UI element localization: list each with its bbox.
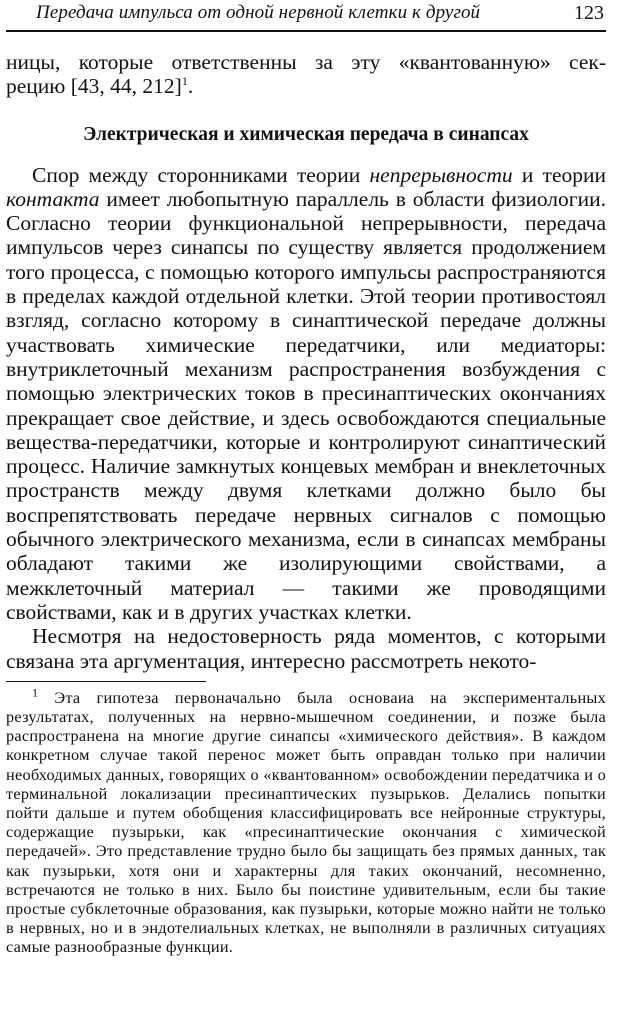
running-head: [6, 0, 606, 32]
running-head-title: Передача импульса от одной нервной клетки к другой: [36, 2, 481, 23]
paragraph-1-part-1: Спор между сторонниками теории: [32, 162, 370, 187]
footnote-divider: [6, 681, 206, 682]
footnote-mark: 1: [32, 685, 39, 700]
paragraph-1: [6, 163, 606, 625]
page-number: 123: [574, 2, 604, 24]
paragraph-1-part-2: и теории: [512, 162, 606, 187]
continuation-text: [6, 50, 606, 99]
footnote: [6, 685, 606, 957]
footnote-text: Эта гипотеза первоначально была основаиа на экспериментальных результатах, полученных на нервно-мышечном соединении, и позже была распространена на многие другие синапсы «химического действия». В каждом конкретном случае такой перенос может быть оправдан только при наличии необходимых данных, говорящих о «квантованном» освобождении передатчика и о терминальной локализации пресинаптических пузырьков. Делались попытки пойти дальше и путем обобщения классифицировать все нейронные структуры, содержащие пузырьки, как «пресинаптические окончания с химической передачей». Это представление трудно было бы защищать без прямых данных, так как пузырьки, хотя они и характерны для таких окончаний, несомненно, встречаются не только в них. Было бы поистине удивительным, если бы такие простые субклеточные образования, как пузырьки, которые можно найти не только в нервных, но и в эндотелиальных клетках, не выполняли в различных ситуациях самые разнообразные функции.: [6, 687, 606, 957]
section-heading: Электрическая и химическая передача в синапсах: [83, 123, 529, 145]
continuation-line-2-text: рецию [43, 44, 212]: [6, 74, 182, 99]
continuation-line-1: ницы, которые ответственны за эту «квантованную» сек-: [6, 50, 606, 74]
paragraph-2: Несмотря на недостоверность ряда моментов, с которыми связана эта аргументация, интересно рассмотреть некото-: [6, 624, 606, 673]
continuation-line-2-end: .: [187, 74, 194, 99]
paragraph-1-emphasis-2: контакта: [6, 186, 100, 211]
paragraph-1-part-3: имеет любопытную параллель в области физиологии. Согласно теории функциональной непрерывности, передача импульсов через синапсы по существу является продолжением того процесса, с помощью которого импульсы распространяются в пределах каждой отдельной клетки. Этой теории противостоял взгляд, согласно которому в синаптической передаче должны участвовать химические передатчики, или медиаторы: внутриклеточный механизм распространения возбуждения с помощью электрических токов в пресинаптических окончаниях прекращает свое действие, и здесь освобождаются специальные вещества-передатчики, которые и контролируют синаптический процесс. Наличие замкнутых концевых мембран и внеклеточных пространств между двумя клетками должно было бы воспрепятствовать передаче нервных сигналов с помощью обычного электрического механизма, если в синапсах мембраны обладают такими же изолирующими свойствами, а межклеточный материал — такими же проводящими свойствами, как и в других участках клетки.: [6, 186, 606, 624]
footnote-reference[interactable]: 1: [181, 74, 188, 89]
continuation-line-2: [6, 74, 193, 98]
paragraph-1-emphasis-1: непрерывности: [369, 162, 513, 187]
